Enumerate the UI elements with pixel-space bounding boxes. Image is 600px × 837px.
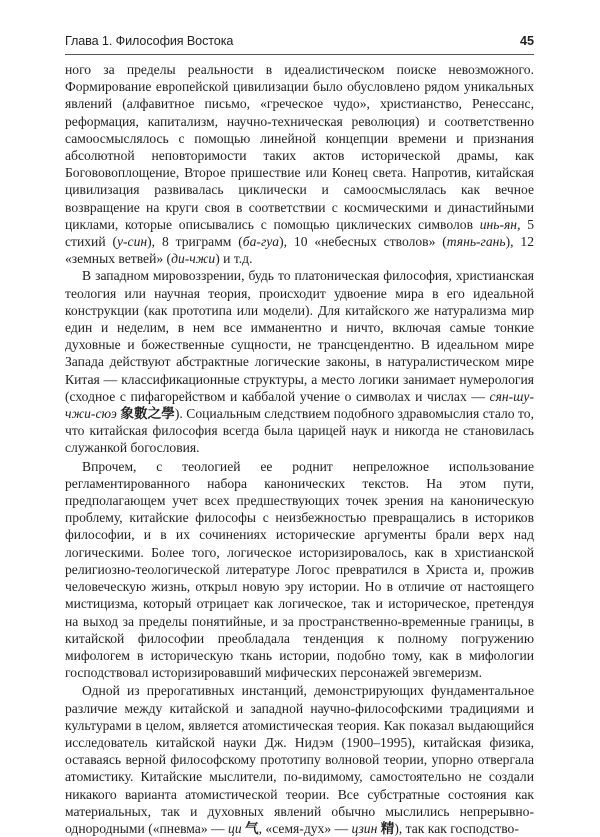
italic-term: цзин: [351, 820, 378, 836]
chapter-title: Глава 1. Философия Востока: [65, 34, 234, 48]
paragraph: [65, 682, 534, 837]
text-run: ), 8 триграмм (: [147, 234, 243, 250]
italic-term: ба-гуа: [242, 234, 280, 250]
chinese-characters: 精: [380, 820, 395, 836]
italic-term: тянь-гань: [446, 234, 506, 250]
paragraph: [65, 267, 534, 456]
text-run: В западном мировоззрении, будь то платоническая философия, христианская теология или научная теория, происходит удвоение мира в его идеальной конструкции (как прототипа или модели). Для китайского же натурализма мир един и неделим, в нем все имманентно и ничто, включая самые тонкие духовные и божественные сущности, не трансцендентно. В идеальном мире Запада действуют абстрактные логические законы, в натуралистическом мире Китая — классификационные структуры, а место логики занимает нумерология (сходное с пифагорейством и каббалой учение о символах и числах —: [65, 268, 534, 404]
text-run: Впрочем, с теологией ее роднит непреложное использование регламентированного набора канонических текстов. На этом пути, предполагающем учет всех предшествующих точек зрения на каноническую проблему, китайские философы с неизбежностью превращались в историков философии, и в их сочинениях исторические аргументы брали верх над логическими. Более того, логическое историзировалось, как в христианской религиозно-теологической литературе Логос превратился в Христа и, прожив человеческую жизнь, открыл новую эру истории. Но в отличие от настоящего мистицизма, который отрицает как логическое, так и историческое, претендуя на выход за пределы понятийные, и за пространственно-временные границы, в китайской философии преобладала тенденция к полному погружению мифологем в историческую ткань истории, подобно тому, как в мифологии господствовал историзировавший мифических персонажей эвгемеризм.: [65, 458, 534, 681]
text-run: ), 12 «земных ветвей» (: [65, 234, 534, 267]
italic-term: у-син: [117, 234, 148, 250]
italic-term: сян-шу-чжи-сюэ: [65, 388, 534, 422]
page-number: 45: [519, 34, 534, 48]
italic-term: ци: [228, 820, 242, 836]
text-run: ного за пределы реальности в идеалистическом поиске невозможного. Формирование европейской цивилизации было обусловлено рядом уникальных явлений (алфавитное письмо, «греческое чудо», христианство, Ренессанс, реформация, капитализм, научно-техническая революция) и соответственно самоосмыслялось с помощью линейной концепции времени и признания абсолютной неповторимости таких актов исторической драмы, как Богововоплощение, Второе пришествие или Конец света. Напротив, китайская цивилизация развивалась циклически и самоосмыслялась как вечное возвращение на круги своя в соответствии с космическими и династийными циклами, которые описывались с помощью циклических символов: [65, 62, 534, 232]
text-run: ), 10 «небесных стволов» (: [279, 234, 447, 250]
running-header: [65, 34, 534, 54]
chinese-characters: 象數之學: [120, 406, 175, 422]
text-run: ), так как господство-: [394, 820, 519, 836]
paragraph: [65, 61, 534, 267]
chinese-characters: 气: [245, 820, 259, 836]
body-text: [65, 61, 534, 837]
header-rule: [65, 54, 534, 55]
paragraph: [65, 458, 534, 682]
text-run: , 5 стихий (: [65, 216, 534, 250]
italic-term: инь-ян: [479, 216, 518, 232]
text-run: ) и т.д.: [215, 251, 253, 267]
text-run: ). Социальным следствием подобного здравомыслия стало то, что китайская философия всегда была царицей наук и никогда не становилась служанкой богословия.: [65, 406, 535, 456]
italic-term: ди-чжи: [171, 251, 216, 267]
text-run: Одной из прерогативных инстанций, демонстрирующих фундаментальное различие между китайской и западной научно-философскими традициями и культурами в целом, является атомистическая теория. Как показал выдающийся исследователь китайской науки Дж. Нидэм (1900–1995), китайская физика, оставаясь верной философскому прототипу волновой теории, упорно отвергала атомистику. Китайские мыслители, по-видимому, самостоятельно не создали никакого варианта атомистической теории. Все субстратные состояния как материальных, так и духовных явлений обычно мыслились непрерывно-однородными («пневма» —: [65, 683, 534, 836]
text-run: , «семя-дух» —: [258, 820, 352, 836]
